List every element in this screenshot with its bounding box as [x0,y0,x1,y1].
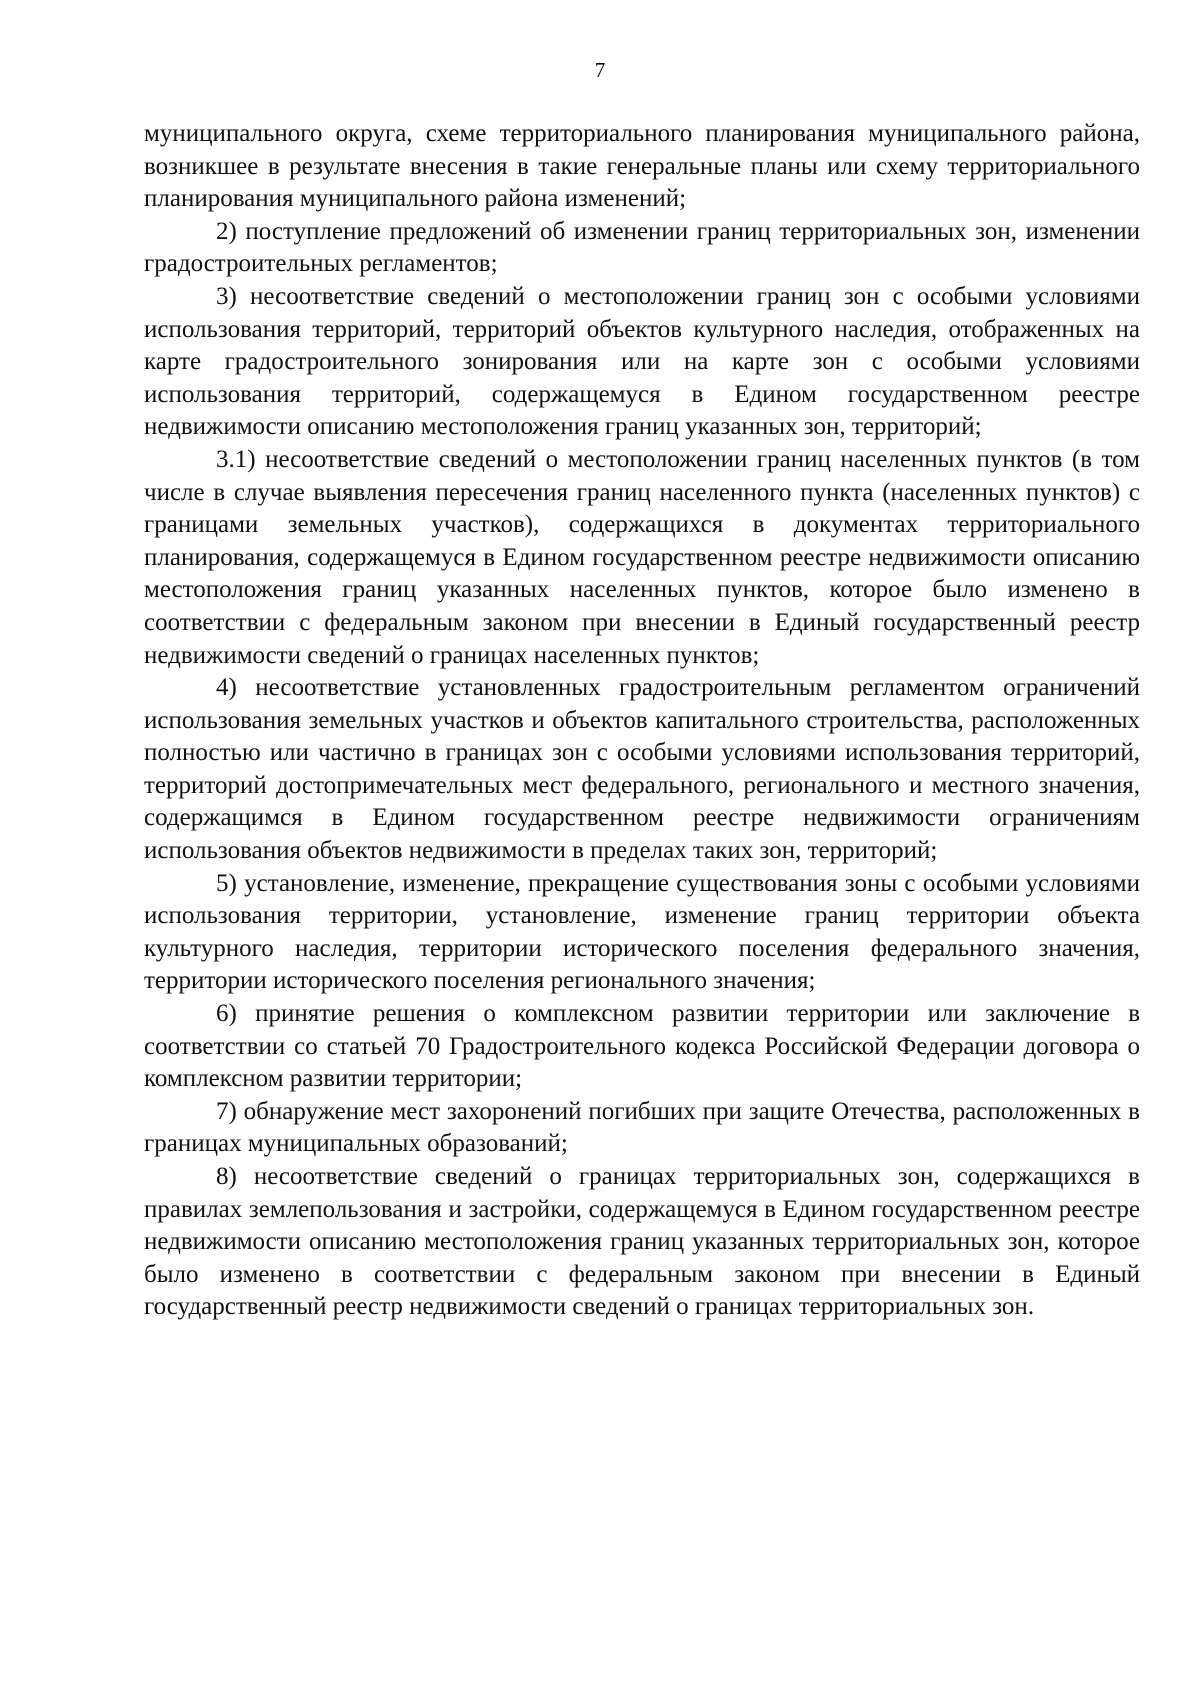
paragraph-item-6: 6) принятие решения о комплексном развитии территории или заключение в соответствии со статьей 70 Градостроительного кодекса Российской Федерации договора о комплексном развитии территории; [144,1000,1140,1093]
document-body [144,118,1140,1324]
paragraph-item-2: 2) поступление предложений об изменении границ территориальных зон, изменении градостроительных регламентов; [144,217,1140,278]
page-number: 7 [594,58,606,82]
paragraph-item-8: 8) несоответствие сведений о границах территориальных зон, содержащихся в правилах землепользования и застройки, содержащемуся в Едином государственном реестре недвижимости описанию местоположения границ указанных территориальных зон, которое было изменено в соответствии с федеральным законом при внесении в Единый государственный реестр недвижимости сведений о границах территориальных зон. [144,1163,1140,1321]
paragraph-item-3-1: 3.1) несоответствие сведений о местоположении границ населенных пунктов (в том числе в случае выявления пересечения границ населенного пункта (населенных пунктов) с границами земельных участков), содержащихся в документах территориального планирования, содержащемуся в Едином государственном реестре недвижимости описанию местоположения границ указанных населенных пунктов, которое было изменено в соответствии с федеральным законом при внесении в Единый государственный реестр недвижимости сведений о границах населенных пунктов; [144,445,1140,669]
paragraph-item-7: 7) обнаружение мест захоронений погибших при защите Отечества, расположенных в границах муниципальных образований; [144,1097,1140,1158]
paragraph-item-5: 5) установление, изменение, прекращение существования зоны с особыми условиями использования территории, установление, изменение границ территории объекта культурного наследия, территории исторического поселения федерального значения, территории исторического поселения регионального значения; [144,869,1140,995]
paragraph-item-4: 4) несоответствие установленных градостроительным регламентом ограничений использования земельных участков и объектов капитального строительства, расположенных полностью или частично в границах зон с особыми условиями использования территорий, территорий достопримечательных мест федерального, регионального и местного значения, содержащимся в Едином государственном реестре недвижимости ограничениям использования объектов недвижимости в пределах таких зон, территорий; [144,674,1140,865]
paragraph-item-3: 3) несоответствие сведений о местоположении границ зон с особыми условиями использования территорий, территорий объектов культурного наследия, отображенных на карте градостроительного зонирования или на карте зон с особыми условиями использования территорий, содержащемуся в Едином государственном реестре недвижимости описанию местоположения границ указанных зон, территорий; [144,282,1140,441]
paragraph-continuation: муниципального округа, схеме территориального планирования муниципального района, возникшее в результате внесения в такие генеральные планы или схему территориального планирования муниципального района изменений; [144,120,1140,213]
